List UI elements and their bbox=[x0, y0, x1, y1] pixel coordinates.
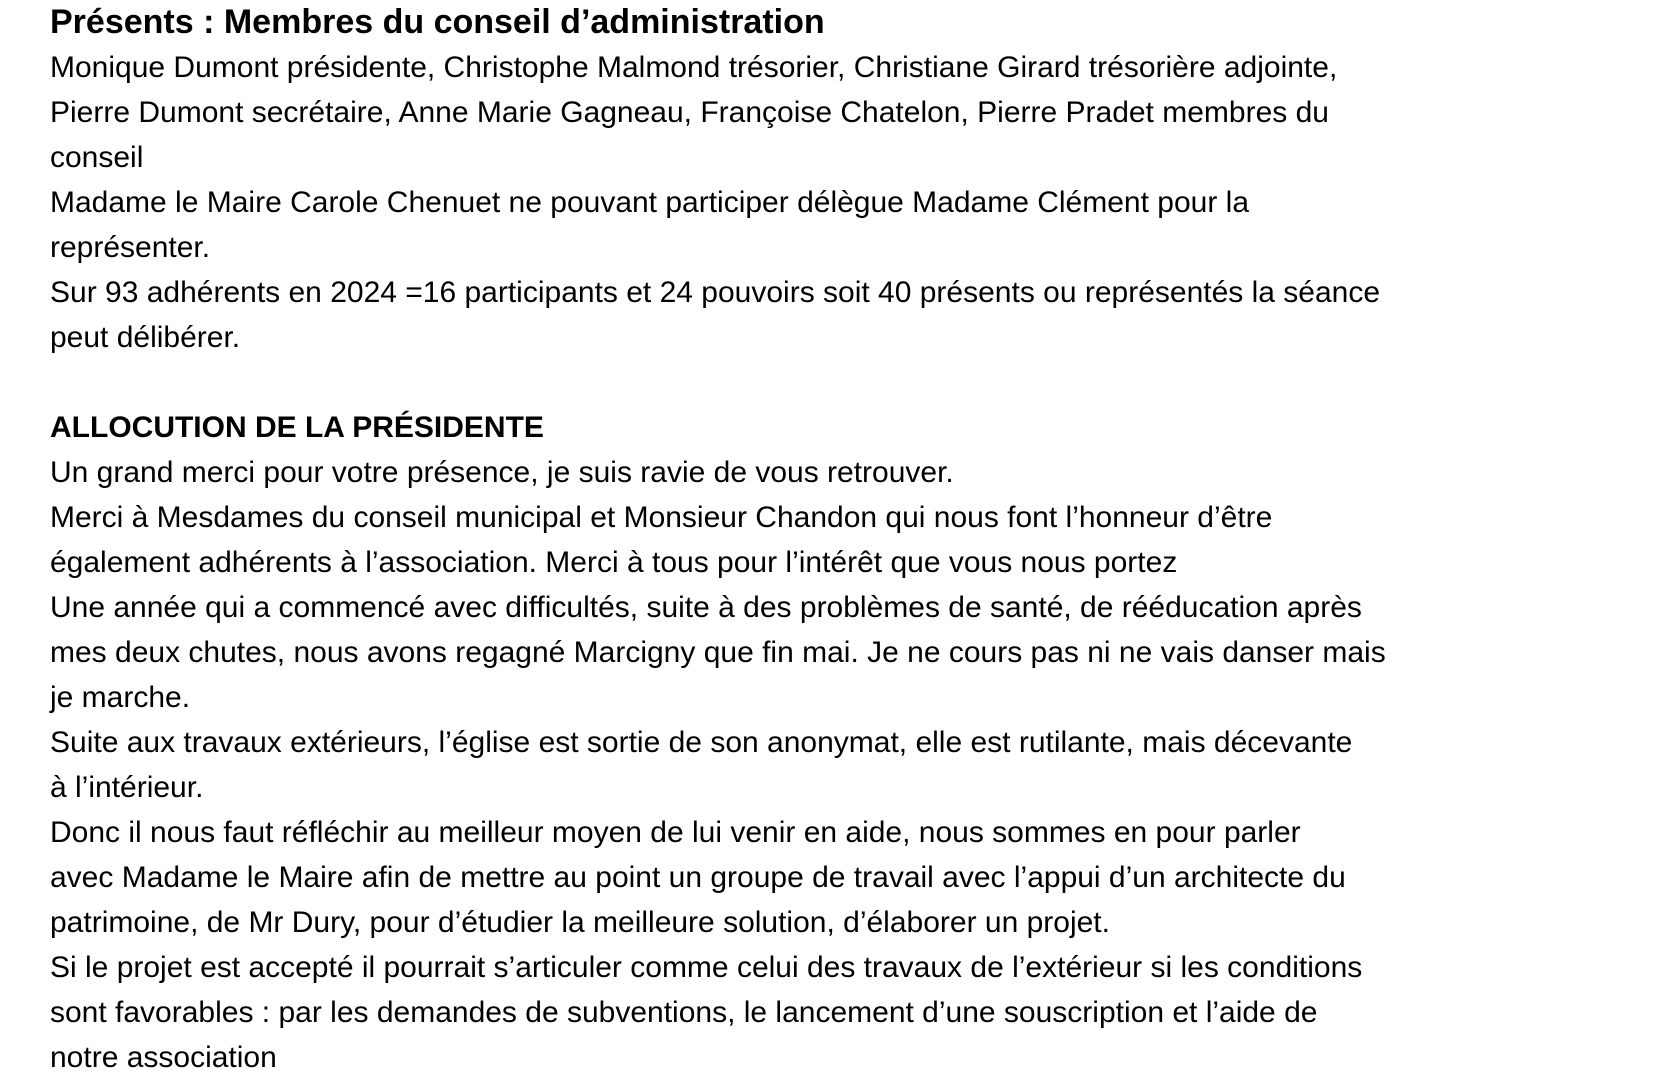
paragraph-line: représenter. bbox=[50, 231, 211, 264]
section-title: ALLOCUTION DE LA PRÉSIDENTE bbox=[50, 411, 544, 444]
presence-label: Présents bbox=[50, 3, 194, 41]
paragraph-line: mes deux chutes, nous avons regagné Marcigny que fin mai. Je ne cours pas ni ne vais danser mais bbox=[50, 636, 1386, 669]
paragraph-line: Suite aux travaux extérieurs, l’église est sortie de son anonymat, elle est rutilante, mais décevante bbox=[50, 726, 1353, 759]
speech-paragraph bbox=[50, 450, 1610, 1080]
paragraph-line: patrimoine, de Mr Dury, pour d’étudier la meilleure solution, d’élaborer un projet. bbox=[50, 906, 1110, 939]
paragraph-line: Une année qui a commencé avec difficultés, suite à des problèmes de santé, de rééducation après bbox=[50, 591, 1362, 624]
paragraph-line: Merci à Mesdames du conseil municipal et Monsieur Chandon qui nous font l’honneur d’être bbox=[50, 501, 1273, 534]
paragraph-line: peut délibérer. bbox=[50, 321, 241, 354]
blank-line bbox=[50, 360, 1610, 405]
paragraph-line: Si le projet est accepté il pourrait s’articuler comme celui des travaux de l’extérieur si les conditions bbox=[50, 951, 1363, 984]
presence-heading bbox=[50, 0, 1610, 45]
paragraph-line: Madame le Maire Carole Chenuet ne pouvant participer délègue Madame Clément pour la bbox=[50, 186, 1250, 219]
paragraph-line: avec Madame le Maire afin de mettre au point un groupe de travail avec l’appui d’un architecte du bbox=[50, 861, 1346, 894]
document-page bbox=[50, 0, 1610, 1080]
paragraph-line: notre association bbox=[50, 1041, 277, 1074]
heading-separator: : bbox=[193, 3, 224, 41]
paragraph-line: Monique Dumont présidente, Christophe Malmond trésorier, Christiane Girard trésorière adjointe, bbox=[50, 51, 1338, 84]
paragraph-line: Sur 93 adhérents en 2024 =16 participants et 24 pouvoirs soit 40 présents ou représentés la séance bbox=[50, 276, 1381, 309]
paragraph-line: Donc il nous faut réfléchir au meilleur moyen de lui venir en aide, nous sommes en pour parler bbox=[50, 816, 1301, 849]
paragraph-line: Un grand merci pour votre présence, je suis ravie de vous retrouver. bbox=[50, 456, 954, 489]
paragraph-line: sont favorables : par les demandes de subventions, le lancement d’une souscription et l’aide de bbox=[50, 996, 1318, 1029]
presence-title: Membres du conseil d’administration bbox=[223, 3, 825, 41]
paragraph-line: je marche. bbox=[50, 681, 191, 714]
paragraph-line: Pierre Dumont secrétaire, Anne Marie Gagneau, Françoise Chatelon, Pierre Pradet membres du bbox=[50, 96, 1329, 129]
presence-paragraph bbox=[50, 45, 1610, 360]
paragraph-line: également adhérents à l’association. Merci à tous pour l’intérêt que vous nous portez bbox=[50, 546, 1178, 579]
paragraph-line: conseil bbox=[50, 141, 144, 174]
paragraph-line: à l’intérieur. bbox=[50, 771, 204, 804]
